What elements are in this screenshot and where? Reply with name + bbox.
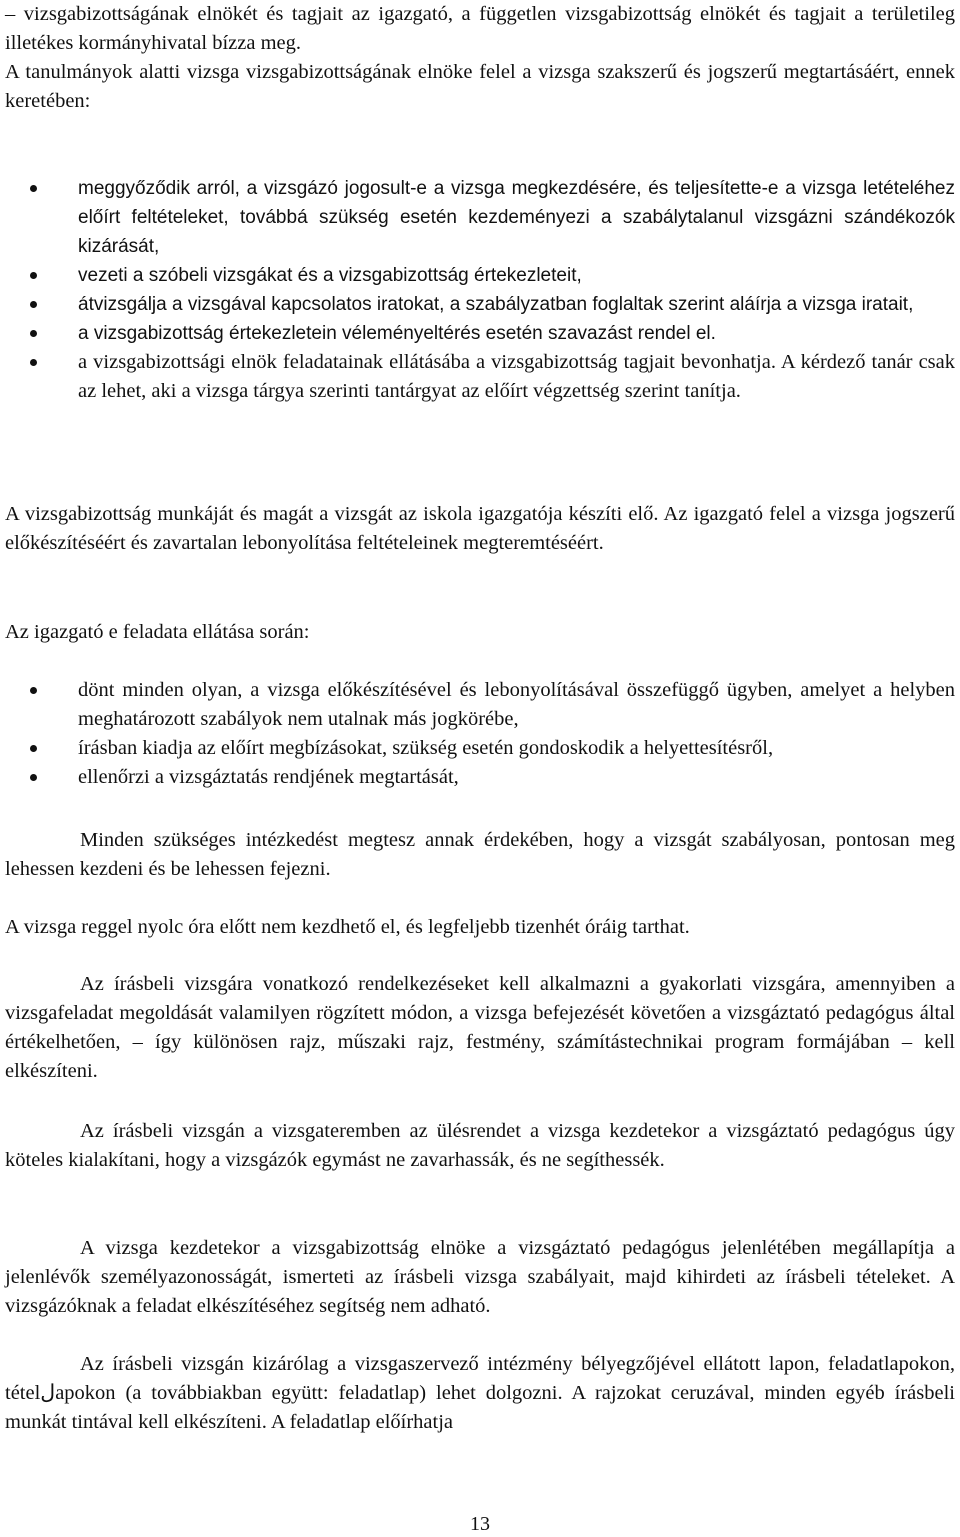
list-item — [0, 734, 955, 763]
list-item-text: írásban kiadja az előírt megbízásokat, szükség esetén gondoskodik a helyettesítésről, — [78, 737, 774, 759]
page-number: 13 — [470, 1513, 490, 1535]
bullet-icon — [30, 687, 37, 694]
list-item — [0, 261, 955, 290]
chair-duties-list — [0, 174, 955, 406]
list-item — [0, 174, 955, 261]
list-item-text: vezeti a szóbeli vizsgákat és a vizsgabizottság értekezleteit, — [78, 265, 582, 286]
paragraph-measures: Minden szükséges intézkedést megtesz annak érdekében, hogy a vizsgát szabályosan, pontosan meg lehessen kezdeni és be lehessen fejezni. — [5, 829, 955, 880]
paragraph-stamped-sheets: Az írásbeli vizsgán kizárólag a vizsgaszervező intézmény bélyegzőjével ellátott lapon, feladatlapokon, tételلapokon (a továbbiakban együtt: feladatlap) lehet dolgozni. A rajzokat ceruzával, minden egyéb írásbeli munkát tintával kell elkészíteni. A feladatlap előírhatja — [5, 1353, 955, 1433]
list-item — [0, 763, 955, 792]
bullet-icon — [30, 330, 37, 337]
list-item — [0, 319, 955, 348]
paragraph-exam-time: A vizsga reggel nyolc óra előtt nem kezdhető el, és legfeljebb tizenhét óráig tarthat. — [5, 916, 690, 938]
list-item — [0, 676, 955, 734]
list-item — [0, 290, 955, 319]
bullet-icon — [30, 359, 37, 366]
list-item — [0, 348, 955, 406]
list-item-text: ellenőrzi a vizsgáztatás rendjének megtartását, — [78, 766, 459, 788]
paragraph-exam-start: A vizsga kezdetekor a vizsgabizottság elnöke a vizsgáztató pedagógus jelenlétében megállapítja a jelenlévők személyazonosságát, ismerteti az írásbeli vizsga szabályait, majd kihirdeti az írásbeli tételeket. A vizsgázóknak a feladat elkészítéséhez segítség nem adható. — [5, 1237, 955, 1317]
list-item-text: dönt minden olyan, a vizsga előkészítésével és lebonyolításával összefüggő ügyben, amelyet a helyben meghatározott szabályok nem utalnak más jogkörébe, — [78, 679, 955, 730]
paragraph-director-intro: Az igazgató e feladata ellátása során: — [5, 621, 310, 643]
bullet-icon — [30, 272, 37, 279]
bullet-icon — [30, 185, 37, 192]
paragraph-committee-appointment: – vizsgabizottságának elnökét és tagjait az igazgató, a független vizsgabizottság elnökét és tagjait a területileg illetékes kormányhivatal bízza meg. — [5, 3, 955, 54]
paragraph-practical-exam: Az írásbeli vizsgára vonatkozó rendelkezéseket kell alkalmazni a gyakorlati vizsgára, amennyiben a vizsgafeladat megoldását valamilyen rögzített módon, a vizsga befejezését követően a vizsgáztató pedagógus által értékelhetően, – így különösen rajz, műszaki rajz, festmény, számítástechnikai program formájában – kell elkészíteni. — [5, 973, 955, 1082]
list-item-text: a vizsgabizottsági elnök feladatainak ellátásába a vizsgabizottság tagjait bevonhatja. A kérdező tanár csak az lehet, aki a vizsga tárgya szerinti tantárgyat az előírt végzettség szerint tanítja. — [78, 351, 955, 402]
paragraph-seating: Az írásbeli vizsgán a vizsgateremben az ülésrendet a vizsga kezdetekor a vizsgáztató pedagógus úgy köteles kialakítani, hogy a vizsgázók egymást ne zavarhassák, és ne segíthessék. — [5, 1120, 955, 1171]
bullet-icon — [30, 774, 37, 781]
paragraph-director-responsibility: A vizsgabizottság munkáját és magát a vizsgát az iskola igazgatója készíti elő. Az igazgató felel a vizsga jogszerű előkészítéséért és zavartalan lebonyolítása feltételeinek megteremtéséért. — [5, 503, 955, 554]
list-item-text: átvizsgálja a vizsgával kapcsolatos iratokat, a szabályzatban foglaltak szerint aláírja a vizsga iratait, — [78, 294, 914, 315]
bullet-icon — [30, 745, 37, 752]
list-item-text: meggyőződik arról, a vizsgázó jogosult-e a vizsga megkezdésére, és teljesítette-e a vizsga letételéhez előírt feltételeket, továbbá szükség esetén kezdeményezi a szabálytalanul vizsgázni szándékozók kizárását, — [78, 178, 955, 257]
paragraph-chair-intro: A tanulmányok alatti vizsga vizsgabizottságának elnöke felel a vizsga szakszerű és jogszerű megtartásáért, ennek keretében: — [5, 61, 955, 112]
bullet-icon — [30, 301, 37, 308]
list-item-text: a vizsgabizottság értekezletein véleményeltérés esetén szavazást rendel el. — [78, 323, 716, 344]
director-duties-list — [0, 676, 955, 792]
